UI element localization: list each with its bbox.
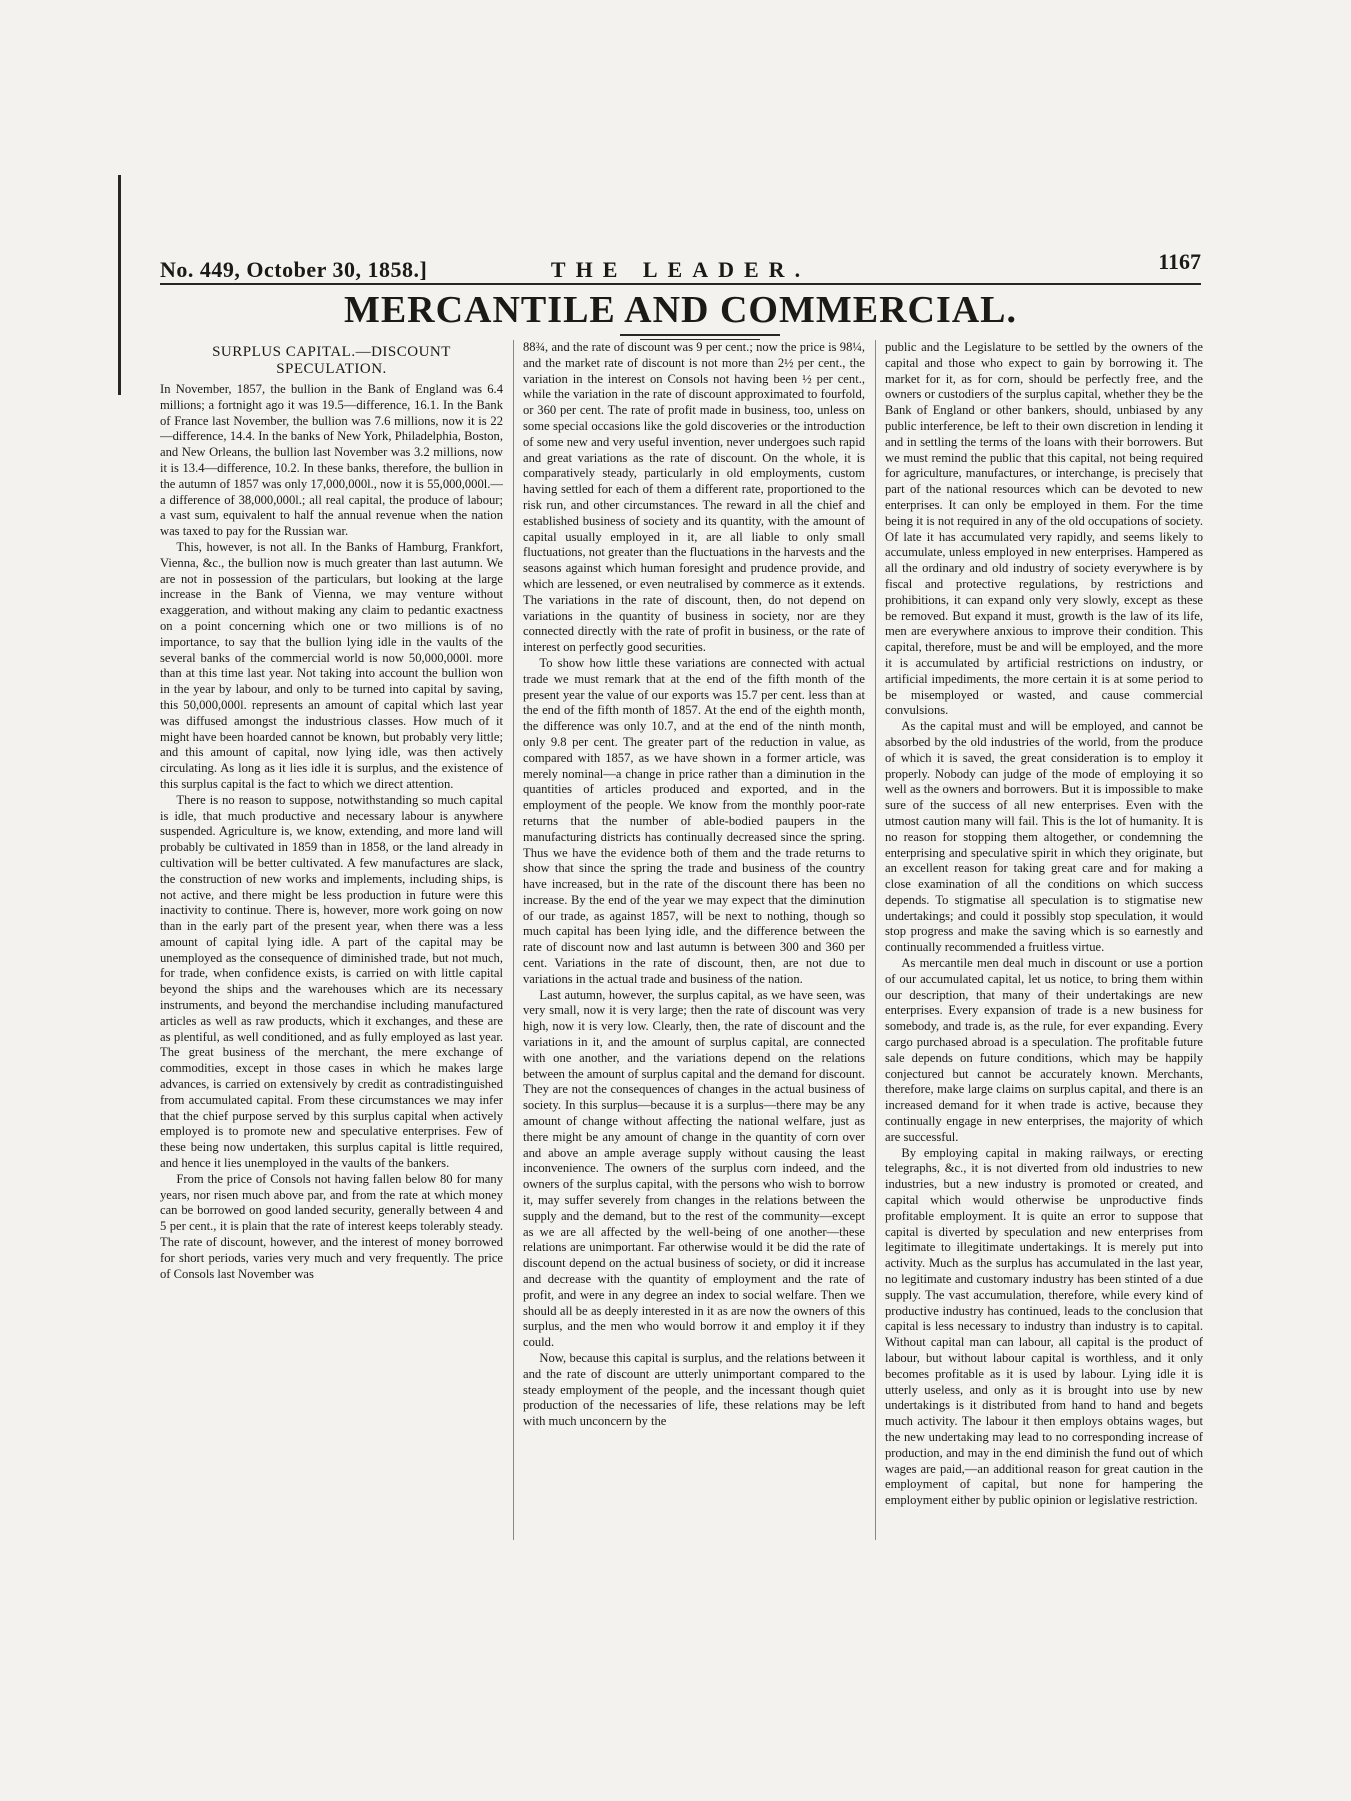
paragraph: In November, 1857, the bullion in the Bank of England was 6.4 millions; a fortnight ago it was 19.5—difference, 16.1. In the Bank of France last November, the bullion was 7.6 millions, now it is 22—difference, 14.4. In the banks of New York, Philadelphia, Boston, and New Orleans, the bullion last November was 3.2 millions, now it is 13.4—difference, 10.2. In these banks, therefore, the bullion in the autumn of 1857 was only 17,000,000l., now it is 55,000,000l.—a difference of 38,000,000l.; all real capital, the produce of labour; a vast sum, equivalent to half the annual revenue when the nation was taxed to pay for the Russian war.	[160, 382, 503, 539]
column-2	[523, 340, 865, 1538]
column-1	[160, 340, 503, 1538]
title-ornament-rule	[620, 334, 780, 336]
margin-rule	[118, 175, 121, 395]
column-divider	[875, 340, 876, 1540]
paragraph: Now, because this capital is surplus, and the relations between it and the rate of discount are utterly unimportant compared to the steady employment of the people, and the incessant though quiet production of the necessaries of life, these relations may be left with much unconcern by the	[523, 1351, 865, 1429]
column-3	[885, 340, 1203, 1538]
paragraph: By employing capital in making railways, or erecting telegraphs, &c., it is not diverted from old industries to new industries, but a new industry is promoted or created, and capital which would otherwise be unproductive finds profitable employment. It is quite an error to suppose that capital is diverted by speculation and new enterprises from legitimate to illegitimate undertakings. It is merely put into activity. Much as the surplus has accumulated in the last year, no legitimate and customary industry has been stinted of a due supply. The vast accumulation, therefore, while every kind of productive industry has continued, leads to the conclusion that capital is less necessary to industry than industry is to capital. Without capital man can labour, all capital is the product of labour, but without labour capital is worthless, and it only becomes profitable as it is used by labour. Lying idle it is utterly useless, and only as it is brought into use by new undertakings is it distributed from hand to hand and begets much activity. The labour it then employs obtains wages, but the new undertaking may lead to no corresponding increase of production, and may in the end diminish the fund out of which wages are paid,—an additional reason for great caution in the employment of capital, but none for hampering the employment either by public opinion or legislative restriction.	[885, 1145, 1203, 1508]
issue-date: No. 449, October 30, 1858.]	[160, 257, 428, 282]
article-title: SURPLUS CAPITAL.—DISCOUNT SPECULATION.	[212, 344, 451, 377]
page-number: 1167	[1158, 249, 1201, 274]
paragraph: public and the Legislature to be settled by the owners of the capital and those who expect to gain by borrowing it. The market for it, as for corn, should be perfectly free, and the owners or custodiers of the surplus capital, whether they be the Bank of England or other bankers, should, unbiased by any public interference, be left to their own discretion in lending it and in settling the terms of the loans with their borrowers. But we must remind the public that this capital, not being required for agriculture, manufactures, or interchange, is precisely that part of the national resources which can be devoted to new enterprises. It can only be employed in them. For the time being it is not required in any of the old occupations of society. Of late it has accumulated very rapidly, and seems likely to accumulate, unless employed in new enterprises. Hampered as all the ordinary and old industry of society everywhere is by fiscal and protective regulations, by restrictions and prohibitions, it can expand only very slowly, except as these be removed. But expand it must, growth is the law of its life, men are everywhere anxious to improve their condition. This capital, therefore, must be and will be employed, and the more it is accumulated by artificial restrictions on industry, or artificial impediments, the more certain it is at some period to be misemployed or wasted, and cause commercial convulsions.	[885, 340, 1203, 718]
paragraph: 88¾, and the rate of discount was 9 per cent.; now the price is 98¼, and the market rate of discount is not more than 2½ per cent., the variation in the interest on Consols not having been ½ per cent., while the variation in the rate of discount approximated to fourfold, or 360 per cent. The rate of profit made in business, too, unless on some special occasions like the gold discoveries or the introduction of some new and very useful invention, never undergoes such rapid and great variations as the rate of discount. On the whole, it is comparatively steady, particularly in old employments, custom having settled for each of them a different rate, proportioned to the risk run, and other circumstances. The reward in all the chief and established business of society and its quantity, with the amount of capital usually employed in it, are all liable to only small fluctuations, not greater than the fluctuations in the harvests and the seasons against which human foresight and prudence provide, and which are lessened, or even neutralised by commerce as it extends. The variations in the rate of discount, then, do not depend on variations in the quantity of business in society, nor are they connected directly with the rate of profit in business, or the rate of interest on perfectly good securities.	[523, 340, 865, 655]
section-title: MERCANTILE AND COMMERCIAL.	[343, 289, 1018, 331]
paragraph: This, however, is not all. In the Banks of Hamburg, Frankfort, Vienna, &c., the bullion now is much greater than last autumn. We are not in possession of the particulars, but looking at the large increase in the Bank of Vienna, we may venture without exaggeration, and without making any claim to pedantic exactness on a point concerning which one or two millions is of no importance, to say that the bullion lying idle in the vaults of the several banks of the commercial world is now 50,000,000l. more than at this time last year. Not taking into account the bullion won in the year by labour, and only to be turned into capital by saving, this 50,000,000l. represents an amount of capital which last year was diffused amongst the industrious classes. How much of it might have been hoarded cannot be known, but probably very little; and this amount of capital, now lying idle, was then actively circulating. As long as it lies idle it is surplus, and the existence of this surplus capital is the fact to which we direct attention.	[160, 539, 503, 791]
paragraph: There is no reason to suppose, notwithstanding so much capital is idle, that much productive and necessary labour is anywhere suspended. Agriculture is, we know, extending, and more land will probably be cultivated in 1859 than in 1858, or the land already in cultivation will be better cultivated. A few manufactures are slack, the construction of new works and implements, including ships, is not active, and there might be less production in future were this inactivity to continue. There is, however, more work going on now than in the early part of the present year, when there was a less amount of capital lying idle. A part of the capital may be unemployed as the consequence of diminished trade, but not much, for trade, when confidence exists, is carried on with little capital beyond the ships and the warehouses which are its necessary instruments, and beyond the merchandise including manufactured articles as well as raw products, which it exchanges, and these are as plentiful, as well conditioned, and as fully employed as last year. The great business of the merchant, the mere exchange of commodities, except in those cases in which he makes large advances, is carried on extensively by credit as contradistinguished from accumulated capital. From these circumstances we may infer that the chief purpose served by this surplus capital when actively employed is to promote new and speculative enterprises. Few of these being now undertaken, this surplus capital is little required, and hence it lies unemployed in the vaults of the bankers.	[160, 792, 503, 1171]
masthead-rule	[160, 283, 1201, 285]
column-divider	[513, 340, 514, 1540]
paragraph: As the capital must and will be employed, and cannot be absorbed by the old industries of the world, from the produce of which it is saved, the great consideration is to employ it properly. Nobody can judge of the mode of employing it so well as the owners and borrowers. But it is impossible to make sure of the success of all new enterprises. Even with the utmost caution many will fail. This is the lot of humanity. It is no reason for stopping them altogether, or condemning the enterprising and speculative spirit in which they originate, but an excellent reason for taking great care and for making a close examination of all the conditions on which success depends. To stigmatise all speculation is to stigmatise new undertakings; and could it possibly stop speculation, it would stop progress and make the saving which is so earnestly and continually recommended a fruitless virtue.	[885, 719, 1203, 955]
paragraph: Last autumn, however, the surplus capital, as we have seen, was very small, now it is very large; then the rate of discount was very high, now it is very low. Clearly, then, the rate of discount and the variations in it, and the amount of surplus capital, are connected with one another, and the variations depend on the relations between the amount of surplus capital and the demand for discount. They are not the consequences of changes in the actual business of society. In this surplus—because it is a surplus—there may be any amount of change without affecting the national welfare, just as there might be any amount of change in the quantity of corn over and above an ample average supply without causing the least inconvenience. The owners of the surplus corn indeed, and the owners of the surplus capital, with the persons who wish to borrow it, may suffer severely from changes in the relations between the supply and the demand, but to the rest of the community—except as we are all affected by the well-being of one another—these relations are unimportant. Far otherwise would it be did the rate of discount depend on the actual business of society, or did it increase and decrease with the quantity of employment and the rate of profit, and were in any degree an index to social welfare. Then we should all be as deeply interested in it as are now the owners of this surplus, and the men who would borrow it and employ it if they could.	[523, 987, 865, 1350]
paragraph: As mercantile men deal much in discount or use a portion of our accumulated capital, let us notice, to bring them within our description, that many of their undertakings are new enterprises. Every expansion of trade is a new business for somebody, and trade is, as the rule, for ever expanding. Every cargo purchased abroad is a speculation. The profitable future sale depends on future conditions, which may be happily conjectured but cannot be accurately known. Merchants, therefore, make large claims on surplus capital, and there is an increased demand for it when trade is active, because they continually engage in new enterprises, the majority of which are successful.	[885, 956, 1203, 1144]
paragraph: From the price of Consols not having fallen below 80 for many years, nor risen much above par, and from the rate at which money can be borrowed on good landed security, generally between 4 and 5 per cent., it is plain that the rate of interest keeps tolerably steady. The rate of discount, however, and the interest of money borrowed for short periods, varies very much and very frequently. The price of Consols last November was	[160, 1171, 503, 1281]
publication-title: THE LEADER.	[550, 257, 811, 282]
paragraph: To show how little these variations are connected with actual trade we must remark that at the end of the fifth month of the present year the value of our exports was 15.7 per cent. less than at the end of the fifth month of 1857. At the end of the eighth month, the difference was only 10.7, and at the end of the ninth month, only 9.8 per cent. The greater part of the reduction in value, as compared with 1857, as we have shown in a former article, was merely nominal—a change in price rather than a diminution in the quantities of articles produced and exported, and in the employment of the people. We know from the monthly poor-rate returns that the number of able-bodied paupers in the manufacturing districts has continually decreased since the spring. Thus we have the evidence both of them and the trade returns to show that since the spring the trade and business of the country have increased, but in the rate of the discount there has been no increase. By the end of the year we may expect that the diminution of our trade, as against 1857, will be next to nothing, though so much capital has been lying idle, and the difference between the rate of discount now and last autumn is between 300 and 360 per cent. Variations in the rate of discount, then, are not due to variations in the actual trade and business of the nation.	[523, 655, 865, 986]
masthead	[160, 249, 1201, 283]
